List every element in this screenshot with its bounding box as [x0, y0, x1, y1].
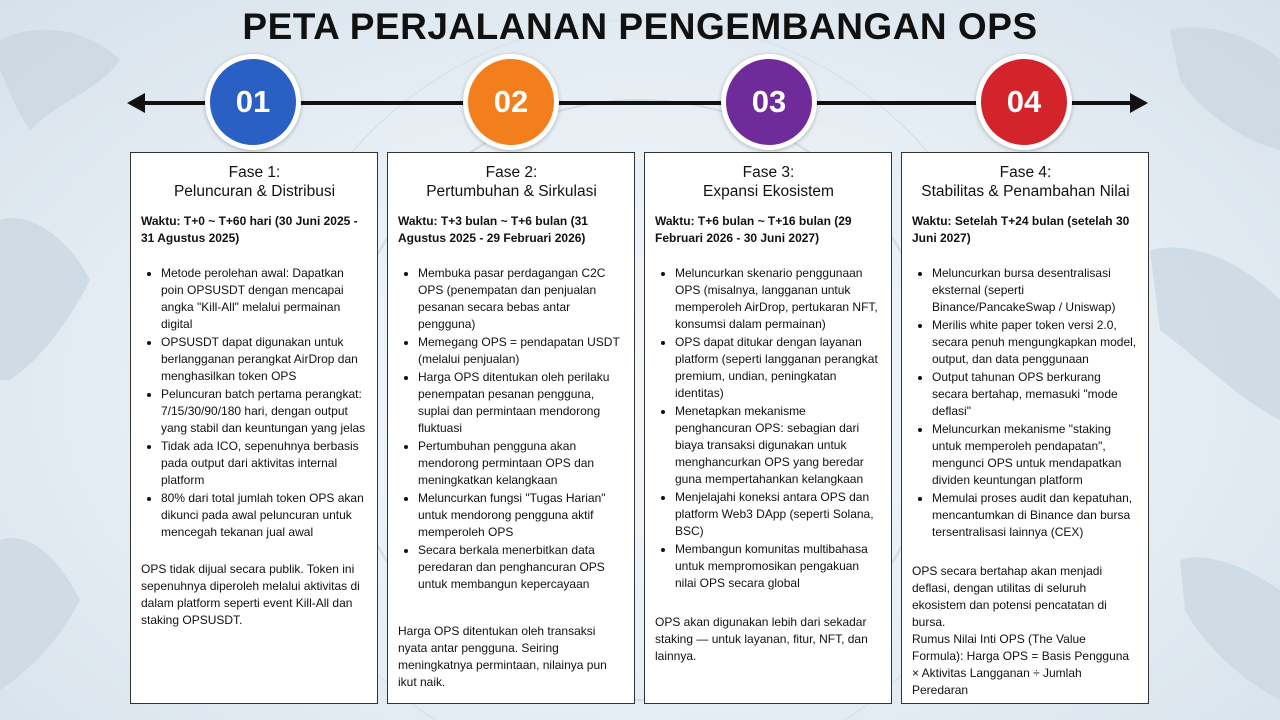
- list-item: • Memulai proses audit dan kepatuhan, mencantumkan di Binance dan bursa tersentralisasi lainnya (CEX): [932, 490, 1139, 541]
- list-item: • Tidak ada ICO, sepenuhnya berbasis pada output dari aktivitas internal platform: [161, 438, 368, 489]
- phase-3-name: Expansi Ekosistem: [703, 183, 834, 200]
- phase-3-time: Waktu: T+6 bulan ~ T+16 bulan (29 Februari 2026 - 30 Juni 2027): [655, 214, 852, 245]
- phase-4-name: Stabilitas & Penambahan Nilai: [921, 183, 1130, 200]
- arrow-left-icon: [127, 93, 145, 113]
- phase-3-card: [644, 152, 892, 704]
- phase-2-heading: [398, 163, 625, 201]
- phase-2-summary: Harga OPS ditentukan oleh transaksi nyata antar pengguna. Seiring meningkatnya permintaan, nilainya pun ikut naik.: [398, 624, 607, 689]
- list-item: • Meluncurkan mekanisme "staking untuk memperoleh pendapatan", mengunci OPS untuk mendapatkan dividen keuntungan platform: [932, 421, 1139, 489]
- list-item: • OPSUSDT dapat digunakan untuk berlangganan perangkat AirDrop dan menghasilkan token OPS: [161, 334, 368, 385]
- phase-2-card: [387, 152, 635, 704]
- phase-2-label: Fase 2:: [485, 164, 538, 181]
- phase-2-number-circle: 02: [463, 54, 559, 150]
- phase-4-heading: [912, 163, 1139, 201]
- phase-4-label: Fase 4:: [999, 164, 1052, 181]
- phase-3-label: Fase 3:: [742, 164, 795, 181]
- phase-3-bullets: [655, 265, 882, 592]
- list-item: • Menjelajahi koneksi antara OPS dan platform Web3 DApp (seperti Solana, BSC): [675, 489, 882, 540]
- phase-1-label: Fase 1:: [228, 164, 281, 181]
- list-item: • Merilis white paper token versi 2.0, secara penuh mengungkapkan model, output, dan data penggunaan: [932, 317, 1139, 368]
- phase-1-name: Peluncuran & Distribusi: [173, 183, 336, 200]
- list-item: • Meluncurkan skenario penggunaan OPS (misalnya, langganan untuk memperoleh AirDrop, pertukaran NFT, konsumsi dalam permainan): [675, 265, 882, 333]
- phase-2-time: Waktu: T+3 bulan ~ T+6 bulan (31 Agustus 2025 - 29 Februari 2026): [398, 214, 588, 245]
- list-item: • Memegang OPS = pendapatan USDT (melalui penjualan): [418, 334, 625, 368]
- list-item: • Meluncurkan bursa desentralisasi eksternal (seperti Binance/PancakeSwap / Uniswap): [932, 265, 1139, 316]
- phase-3-heading: [655, 163, 882, 201]
- phase-1-number-circle: 01: [205, 54, 301, 150]
- list-item: • Pertumbuhan pengguna akan mendorong permintaan OPS dan meningkatkan kelangkaan: [418, 438, 625, 489]
- phase-4-time: Waktu: Setelah T+24 bulan (setelah 30 Juni 2027): [912, 214, 1130, 245]
- list-item: • Harga OPS ditentukan oleh perilaku penempatan pesanan pengguna, suplai dan permintaan mendorong fluktuasi: [418, 369, 625, 437]
- phase-4-card: [901, 152, 1149, 704]
- phase-2-bullets: [398, 265, 625, 593]
- phase-1-card: [130, 152, 378, 704]
- list-item: • Membuka pasar perdagangan C2C OPS (penempatan dan penjualan pesanan secara bebas antar pengguna): [418, 265, 625, 333]
- list-item: • Membangun komunitas multibahasa untuk mempromosikan pengakuan nilai OPS secara global: [675, 541, 882, 592]
- list-item: • 80% dari total jumlah token OPS akan dikunci pada awal peluncuran untuk mencegah tekanan jual awal: [161, 490, 368, 541]
- phase-1-heading: [141, 163, 368, 201]
- phase-1-summary: OPS tidak dijual secara publik. Token ini sepenuhnya diperoleh melalui aktivitas di dalam platform seperti event Kill-All dan staking OPSUSDT.: [141, 562, 360, 627]
- list-item: • OPS dapat ditukar dengan layanan platform (seperti langganan perangkat premium, undian, peningkatan identitas): [675, 334, 882, 402]
- list-item: • Peluncuran batch pertama perangkat: 7/15/30/90/180 hari, dengan output yang stabil dan keuntungan yang jelas: [161, 386, 368, 437]
- list-item: • Output tahunan OPS berkurang secara bertahap, memasuki "mode deflasi": [932, 369, 1139, 420]
- arrow-right-icon: [1130, 93, 1148, 113]
- phase-4-summary: OPS secara bertahap akan menjadi deflasi, dengan utilitas di seluruh ekosistem dan potensi pencatatan di bursa. Rumus Nilai Inti OPS (The Value Formula): Harga OPS = Basis Pengguna × Aktivitas Langganan ÷ Jumlah Peredaran: [912, 564, 1130, 697]
- list-item: • Menetapkan mekanisme penghancuran OPS: sebagian dari biaya transaksi digunakan untuk menghancurkan OPS yang beredar guna mempertahankan kelangkaan: [675, 403, 882, 488]
- phase-4-number-circle: 04: [976, 54, 1072, 150]
- phase-1-time: Waktu: T+0 ~ T+60 hari (30 Juni 2025 - 31 Agustus 2025): [141, 214, 358, 245]
- list-item: • Metode perolehan awal: Dapatkan poin OPSUSDT dengan mencapai angka "Kill-All" melalui permainan digital: [161, 265, 368, 333]
- phase-4-bullets: [912, 265, 1139, 541]
- phase-1-bullets: [141, 265, 368, 541]
- phase-3-number-circle: 03: [721, 54, 817, 150]
- list-item: • Secara berkala menerbitkan data peredaran dan penghancuran OPS untuk membangun kepercayaan: [418, 542, 625, 593]
- page-title: PETA PERJALANAN PENGEMBANGAN OPS: [242, 6, 1038, 47]
- list-item: • Meluncurkan fungsi "Tugas Harian" untuk mendorong pengguna aktif memperoleh OPS: [418, 490, 625, 541]
- phase-2-name: Pertumbuhan & Sirkulasi: [426, 183, 597, 200]
- phase-3-summary: OPS akan digunakan lebih dari sekadar staking — untuk layanan, fitur, NFT, dan lainnya.: [655, 615, 868, 663]
